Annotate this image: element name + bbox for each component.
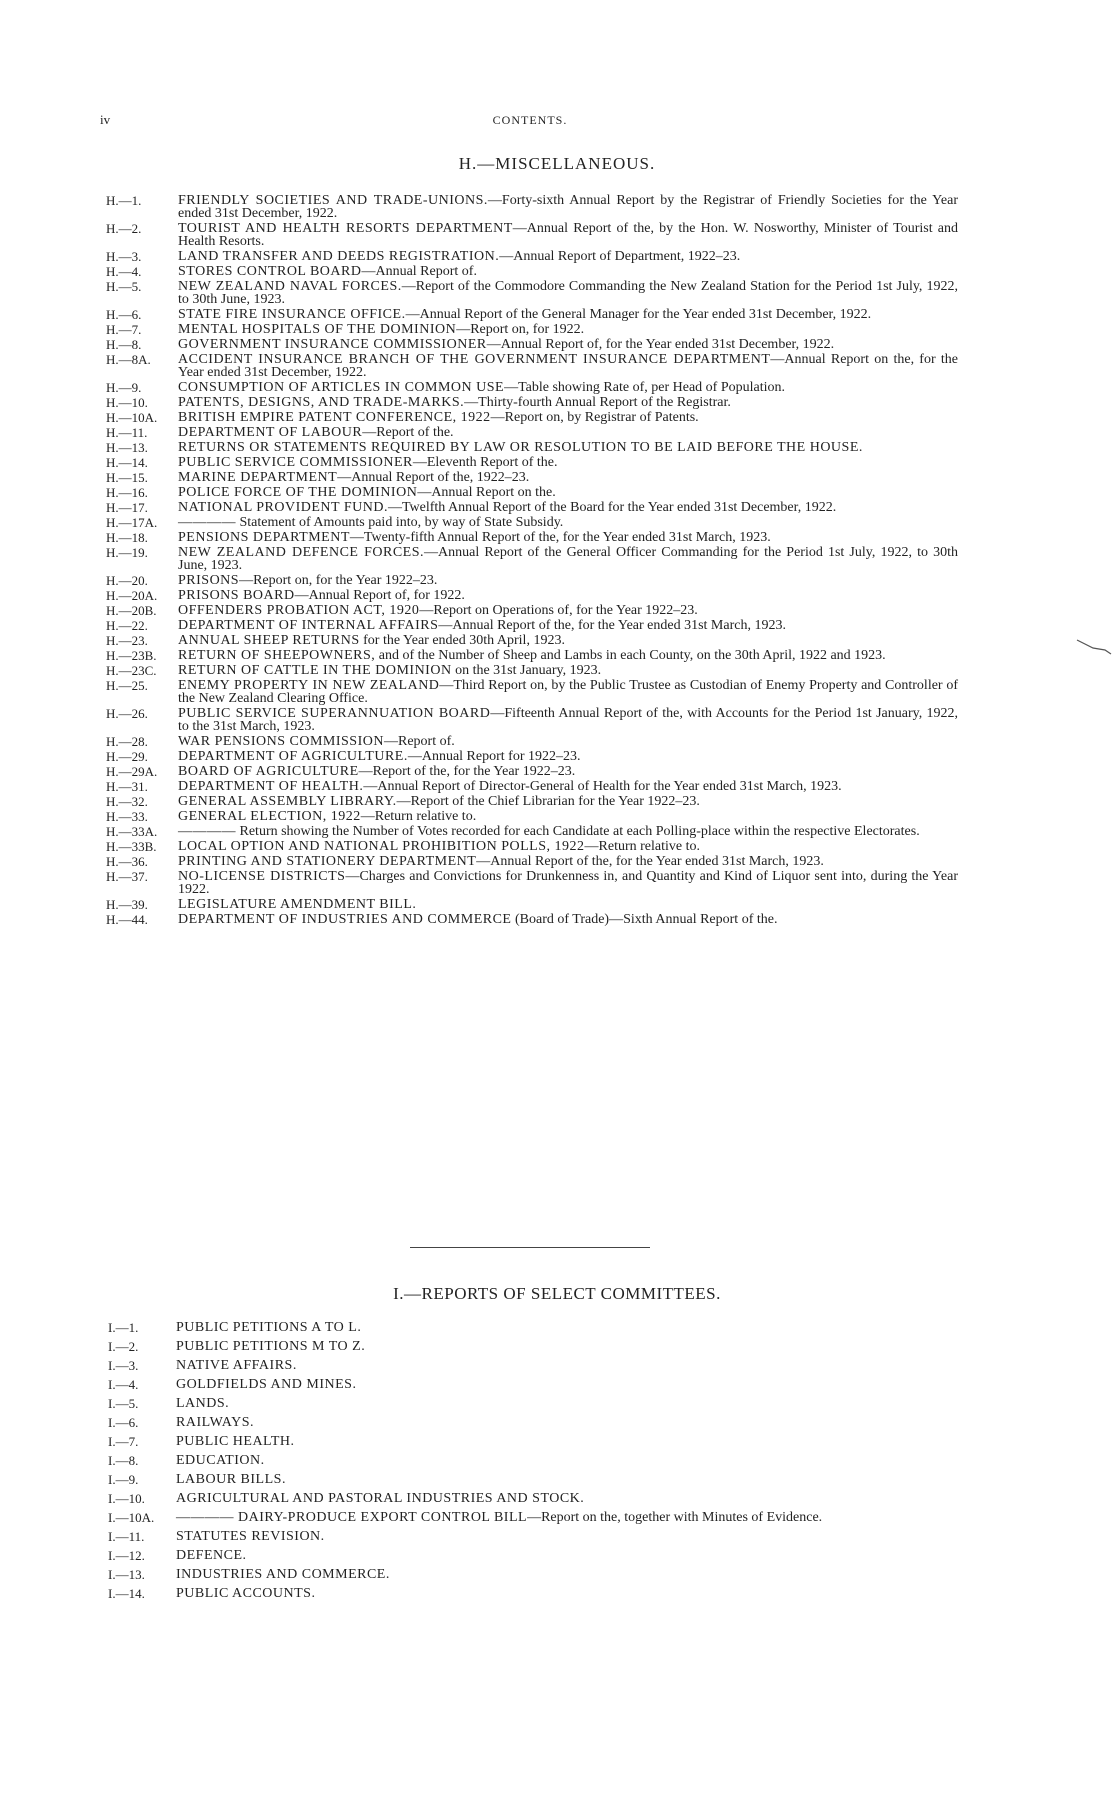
section_h-entry <box>106 765 958 778</box>
entry-title: LEGISLATURE AMENDMENT BILL. <box>178 897 417 912</box>
entry-title: INDUSTRIES AND COMMERCE. <box>176 1567 390 1582</box>
entry-description: —Annual Report of. <box>361 264 477 279</box>
entry-title: OFFENDERS PROBATION ACT, 1920 <box>178 603 420 618</box>
entry-description: —Report of the, for the Year 1922–23. <box>358 764 576 779</box>
entry-text <box>178 531 958 544</box>
entry-code: H.—11. <box>106 425 148 440</box>
entry-description: Statement of Amounts paid into, by way of State Subsidy. <box>236 515 564 530</box>
entry-text <box>178 441 958 454</box>
entry-text <box>176 1586 960 1601</box>
entry-code: H.—36. <box>106 854 148 869</box>
entry-code: H.—15. <box>106 470 148 485</box>
section_i-entry <box>108 1339 960 1354</box>
section_h-entry <box>106 441 958 454</box>
entry-title: NATIONAL PROVIDENT FUND. <box>178 500 388 515</box>
stray-mark <box>1075 636 1113 656</box>
section_i-entry <box>108 1548 960 1563</box>
section-divider <box>410 1247 650 1248</box>
entry-text <box>178 501 958 514</box>
section_h-entry <box>106 516 958 529</box>
entry-code: I.—3. <box>108 1358 139 1373</box>
section_i-entry <box>108 1358 960 1373</box>
section_h-entry <box>106 619 958 632</box>
entry-title: TOURIST AND HEALTH RESORTS DEPARTMENT <box>178 221 513 236</box>
entry-text <box>178 619 958 632</box>
entry-title: LOCAL OPTION AND NATIONAL PROHIBITION POLLS, 1922 <box>178 839 585 854</box>
section_h-entry <box>106 194 958 220</box>
entry-code: H.—6. <box>106 307 142 322</box>
entry-code: H.—33B. <box>106 839 157 854</box>
entry-code: H.—13. <box>106 440 148 455</box>
section_h-entry <box>106 795 958 808</box>
entry-code: H.—28. <box>106 734 148 749</box>
entry-text <box>178 250 958 263</box>
section_i-entry <box>108 1320 960 1335</box>
entry-description: on the 31st January, 1923. <box>451 663 602 678</box>
entry-text <box>178 898 958 911</box>
entry-title: ———— DAIRY-PRODUCE EXPORT CONTROL BILL <box>176 1510 528 1525</box>
entry-description: —Twenty-fifth Annual Report of the, for the Year ended 31st March, 1923. <box>349 530 771 545</box>
section_h-entry <box>106 649 958 662</box>
section_h-entry <box>106 604 958 617</box>
entry-description: for the Year ended 30th April, 1923. <box>359 633 565 648</box>
entry-text <box>176 1396 960 1411</box>
entry-code: H.—23B. <box>106 648 157 663</box>
section_h-entry <box>106 456 958 469</box>
entry-code: I.—13. <box>108 1567 145 1582</box>
entry-code: I.—7. <box>108 1434 139 1449</box>
entry-description: Return showing the Number of Votes recorded for each Candidate at each Polling-place within the respective Electorates. <box>236 824 920 839</box>
section_h-entry <box>106 898 958 911</box>
entry-title: BRITISH EMPIRE PATENT CONFERENCE, 1922 <box>178 410 491 425</box>
entry-text <box>178 486 958 499</box>
entry-title: GENERAL ELECTION, 1922 <box>178 809 361 824</box>
entry-code: H.—17. <box>106 500 148 515</box>
section_h-entry <box>106 222 958 248</box>
section_h-entry <box>106 664 958 677</box>
entry-title: PUBLIC HEALTH. <box>176 1434 295 1449</box>
entry-title: ANNUAL SHEEP RETURNS <box>178 633 360 648</box>
entry-code: H.—2. <box>106 221 142 236</box>
entry-title: ———— <box>178 824 236 839</box>
section_h-entry <box>106 471 958 484</box>
entry-text <box>176 1434 960 1449</box>
entry-title: PUBLIC SERVICE SUPERANNUATION BOARD <box>178 706 491 721</box>
entry-text <box>176 1510 960 1525</box>
entry-code: H.—5. <box>106 279 142 294</box>
entry-code: H.—44. <box>106 912 148 927</box>
entry-description: —Report on, by Registrar of Patents. <box>490 410 699 425</box>
section_h-entry <box>106 810 958 823</box>
entry-code: I.—10. <box>108 1491 145 1506</box>
entry-title: RETURNS OR STATEMENTS REQUIRED BY LAW OR RESOLUTION TO BE LAID BEFORE THE HOUSE. <box>178 440 863 455</box>
entry-code: H.—4. <box>106 264 142 279</box>
entry-title: GENERAL ASSEMBLY LIBRARY. <box>178 794 397 809</box>
section_i-entry <box>108 1434 960 1449</box>
entry-code: I.—11. <box>108 1529 145 1544</box>
section-i-title: I.—REPORTS OF SELECT COMMITTEES. <box>393 1284 721 1303</box>
section_h-entry <box>106 855 958 868</box>
entry-code: H.—10A. <box>106 410 158 425</box>
section_h-entry <box>106 531 958 544</box>
entry-text <box>178 750 958 763</box>
entry-description: —Return relative to. <box>584 839 700 854</box>
entry-description: —Annual Report of, for the Year ended 31st December, 1922. <box>486 337 835 352</box>
entry-text <box>178 735 958 748</box>
entry-title: DEPARTMENT OF HEALTH. <box>178 779 364 794</box>
entry-title: LANDS. <box>176 1396 230 1411</box>
entry-title: DEPARTMENT OF LABOUR <box>178 425 363 440</box>
entry-title: PUBLIC PETITIONS A TO L. <box>176 1320 362 1335</box>
entry-code: H.—20. <box>106 573 148 588</box>
entry-code: H.—9. <box>106 380 142 395</box>
entry-title: STORES CONTROL BOARD <box>178 264 362 279</box>
section_i-entry <box>108 1415 960 1430</box>
entry-text <box>176 1453 960 1468</box>
section_h-entry <box>106 589 958 602</box>
entry-text <box>176 1529 960 1544</box>
entry-title: NATIVE AFFAIRS. <box>176 1358 297 1373</box>
entry-text <box>178 323 958 336</box>
entry-title: STATE FIRE INSURANCE OFFICE. <box>178 307 406 322</box>
section_i-entry <box>108 1491 960 1506</box>
entry-description: —Report on the, together with Minutes of Evidence. <box>527 1510 823 1525</box>
entry-code: H.—39. <box>106 897 148 912</box>
entry-title: BOARD OF AGRICULTURE <box>178 764 359 779</box>
entry-text <box>178 338 958 351</box>
entry-title: PUBLIC PETITIONS M TO Z. <box>176 1339 366 1354</box>
entry-description: —Report of the. <box>362 425 454 440</box>
entry-title: ENEMY PROPERTY IN NEW ZEALAND <box>178 678 440 693</box>
section_h-entry <box>106 501 958 514</box>
entry-text <box>178 194 958 220</box>
entry-text <box>178 870 958 896</box>
entry-code: H.—10. <box>106 395 148 410</box>
entry-title: RAILWAYS. <box>176 1415 255 1430</box>
entry-text <box>178 795 958 808</box>
entry-code: H.—31. <box>106 779 148 794</box>
entry-text <box>178 664 958 677</box>
section_h-entry <box>106 679 958 705</box>
section-h-title: H.—MISCELLANEOUS. <box>458 154 656 173</box>
entry-text <box>178 516 958 529</box>
entry-title: NEW ZEALAND NAVAL FORCES. <box>178 279 402 294</box>
entry-description: —Annual Report of Director-General of Health for the Year ended 31st March, 1923. <box>363 779 842 794</box>
entry-text <box>178 411 958 424</box>
entry-code: H.—3. <box>106 249 142 264</box>
section_h-entry <box>106 574 958 587</box>
entry-description: —Charges and Convictions for Drunkenness in, and Quantity and Kind of Liquor sent into, during the Year 1922. <box>178 869 958 897</box>
entry-code: H.—1. <box>106 193 142 208</box>
entry-code: H.—25. <box>106 678 148 693</box>
entry-description: —Third Report on, by the Public Trustee as Custodian of Enemy Property and Controller of the New Zealand Clearing Office. <box>178 678 958 706</box>
entry-title: PUBLIC ACCOUNTS. <box>176 1586 316 1601</box>
entry-title: EDUCATION. <box>176 1453 265 1468</box>
entry-text <box>178 707 958 733</box>
entry-title: PRINTING AND STATIONERY DEPARTMENT <box>178 854 477 869</box>
entry-title: POLICE FORCE OF THE DOMINION <box>178 485 418 500</box>
entry-description: —Eleventh Report of the. <box>412 455 558 470</box>
entry-text <box>178 840 958 853</box>
entry-text <box>178 265 958 278</box>
entry-description: —Annual Report for 1922–23. <box>407 749 581 764</box>
entry-text <box>176 1377 960 1392</box>
entry-title: DEPARTMENT OF INDUSTRIES AND COMMERCE <box>178 912 512 927</box>
entry-title: PENSIONS DEPARTMENT <box>178 530 350 545</box>
section-i-list <box>108 1320 960 1605</box>
entry-code: H.—23. <box>106 633 148 648</box>
entry-code: H.—17A. <box>106 515 158 530</box>
entry-text <box>178 546 958 572</box>
section_i-entry <box>108 1377 960 1392</box>
entry-description: —Annual Report of the General Officer Commanding for the Period 1st July, 1922, to 30th June, 1923. <box>178 545 958 573</box>
entry-code: H.—8. <box>106 337 142 352</box>
section_h-entry <box>106 381 958 394</box>
entry-code: I.—1. <box>108 1320 139 1335</box>
section_h-entry <box>106 735 958 748</box>
entry-text <box>178 353 958 379</box>
entry-text <box>178 396 958 409</box>
entry-title: GOLDFIELDS AND MINES. <box>176 1377 357 1392</box>
entry-title: PRISONS <box>178 573 240 588</box>
section_h-entry <box>106 546 958 572</box>
section_h-entry <box>106 396 958 409</box>
section_h-entry <box>106 323 958 336</box>
entry-code: I.—6. <box>108 1415 139 1430</box>
entry-text <box>176 1415 960 1430</box>
section_h-entry <box>106 280 958 306</box>
entry-text <box>176 1339 960 1354</box>
entry-title: WAR PENSIONS COMMISSION <box>178 734 384 749</box>
section_h-entry <box>106 707 958 733</box>
section_h-entry <box>106 750 958 763</box>
entry-description: and of the Number of Sheep and Lambs in each County, on the 30th April, 1922 and 1923. <box>375 648 886 663</box>
entry-code: H.—18. <box>106 530 148 545</box>
entry-code: H.—29. <box>106 749 148 764</box>
entry-text <box>178 780 958 793</box>
entry-title: DEPARTMENT OF AGRICULTURE. <box>178 749 408 764</box>
section_h-entry <box>106 353 958 379</box>
entry-code: I.—14. <box>108 1586 145 1601</box>
entry-title: DEFENCE. <box>176 1548 247 1563</box>
entry-text <box>176 1320 960 1335</box>
entry-title: LABOUR BILLS. <box>176 1472 286 1487</box>
running-title: CONTENTS. <box>492 113 568 127</box>
entry-text <box>176 1472 960 1487</box>
section_h-entry <box>106 411 958 424</box>
entry-code: H.—16. <box>106 485 148 500</box>
entry-code: H.—32. <box>106 794 148 809</box>
entry-title: PRISONS BOARD <box>178 588 295 603</box>
entry-title: NEW ZEALAND DEFENCE FORCES. <box>178 545 424 560</box>
entry-text <box>178 825 958 838</box>
entry-description: —Annual Report of Department, 1922–23. <box>499 249 741 264</box>
entry-description: —Thirty-fourth Annual Report of the Registrar. <box>464 395 731 410</box>
entry-code: H.—23C. <box>106 663 157 678</box>
entry-title: ———— <box>178 515 236 530</box>
entry-description: —Table showing Rate of, per Head of Population. <box>504 380 785 395</box>
entry-text <box>178 604 958 617</box>
entry-title: PUBLIC SERVICE COMMISSIONER <box>178 455 413 470</box>
section_i-entry <box>108 1567 960 1582</box>
entry-code: H.—37. <box>106 869 148 884</box>
page-number: iv <box>100 112 111 127</box>
entry-description: —Annual Report on the, for the Year ended 31st December, 1922. <box>178 352 958 380</box>
entry-text <box>178 574 958 587</box>
entry-text <box>178 589 958 602</box>
section_h-entry <box>106 913 958 926</box>
entry-description: —Report on Operations of, for the Year 1922–23. <box>419 603 698 618</box>
section_h-entry <box>106 870 958 896</box>
entry-title: NO-LICENSE DISTRICTS <box>178 869 346 884</box>
entry-code: I.—10A. <box>108 1510 155 1525</box>
entry-title: MARINE DEPARTMENT <box>178 470 338 485</box>
entry-description: —Twelfth Annual Report of the Board for the Year ended 31st December, 1922. <box>387 500 837 515</box>
entry-code: H.—7. <box>106 322 142 337</box>
entry-code: I.—9. <box>108 1472 139 1487</box>
entry-text <box>176 1358 960 1373</box>
entry-text <box>178 222 958 248</box>
entry-code: I.—5. <box>108 1396 139 1411</box>
entry-title: GOVERNMENT INSURANCE COMMISSIONER <box>178 337 487 352</box>
entry-code: I.—12. <box>108 1548 145 1563</box>
entry-text <box>176 1567 960 1582</box>
entry-description: —Return relative to. <box>360 809 477 824</box>
section_h-entry <box>106 308 958 321</box>
entry-description: —Annual Report of, for 1922. <box>294 588 465 603</box>
entry-text <box>178 426 958 439</box>
entry-text <box>178 456 958 469</box>
section_i-entry <box>108 1453 960 1468</box>
section_h-entry <box>106 265 958 278</box>
entry-code: H.—19. <box>106 545 148 560</box>
entry-description: —Annual Report of the, 1922–23. <box>337 470 530 485</box>
entry-text <box>176 1491 960 1506</box>
entry-title: FRIENDLY SOCIETIES AND TRADE-UNIONS. <box>178 193 488 208</box>
entry-description: —Annual Report of the, by the Hon. W. Nosworthy, Minister of Tourist and Health Resorts. <box>178 221 958 249</box>
entry-code: H.—29A. <box>106 764 158 779</box>
section_i-entry <box>108 1510 960 1525</box>
section_h-entry <box>106 780 958 793</box>
section_h-entry <box>106 250 958 263</box>
section_h-entry <box>106 486 958 499</box>
entry-title: LAND TRANSFER AND DEEDS REGISTRATION. <box>178 249 500 264</box>
entry-text <box>178 810 958 823</box>
entry-description: —Fifteenth Annual Report of the, with Accounts for the Period 1st January, 1922, to the 31st March, 1923. <box>178 706 958 734</box>
section_i-entry <box>108 1529 960 1544</box>
section_h-entry <box>106 825 958 838</box>
entry-title: RETURN OF SHEEPOWNERS, <box>178 648 376 663</box>
entry-text <box>178 855 958 868</box>
entry-description: —Report of the Commodore Commanding the New Zealand Station for the Period 1st July, 1922, to 30th June, 1923. <box>178 279 959 307</box>
entry-description: (Board of Trade)—Sixth Annual Report of the. <box>511 912 778 927</box>
entry-title: AGRICULTURAL AND PASTORAL INDUSTRIES AND STOCK. <box>176 1491 585 1506</box>
entry-description: —Annual Report of the, for the Year ended 31st March, 1923. <box>438 618 786 633</box>
entry-description: —Report on, for the Year 1922–23. <box>239 573 438 588</box>
entry-description: —Report of. <box>383 734 455 749</box>
entry-code: I.—2. <box>108 1339 139 1354</box>
entry-code: I.—8. <box>108 1453 139 1468</box>
entry-description: —Forty-sixth Annual Report by the Registrar of Friendly Societies for the Year ended 31st December, 1922. <box>178 193 958 221</box>
entry-code: H.—33A. <box>106 824 158 839</box>
entry-code: H.—22. <box>106 618 148 633</box>
section_h-entry <box>106 840 958 853</box>
entry-title: MENTAL HOSPITALS OF THE DOMINION <box>178 322 457 337</box>
entry-code: H.—8A. <box>106 352 151 367</box>
section-h-list <box>106 194 958 928</box>
entry-code: I.—4. <box>108 1377 139 1392</box>
section_i-entry <box>108 1472 960 1487</box>
entry-text <box>178 280 958 306</box>
section_h-entry <box>106 338 958 351</box>
section_h-entry <box>106 426 958 439</box>
entry-text <box>178 471 958 484</box>
entry-text <box>178 381 958 394</box>
entry-description: —Report of the Chief Librarian for the Year 1922–23. <box>396 794 700 809</box>
entry-text <box>178 308 958 321</box>
entry-title: DEPARTMENT OF INTERNAL AFFAIRS <box>178 618 439 633</box>
entry-code: H.—26. <box>106 706 148 721</box>
entry-code: H.—20A. <box>106 588 158 603</box>
entry-description: —Annual Report on the. <box>417 485 556 500</box>
entry-title: CONSUMPTION OF ARTICLES IN COMMON USE <box>178 380 505 395</box>
section_h-entry <box>106 634 958 647</box>
entry-description: —Report on, for 1922. <box>456 322 585 337</box>
entry-text <box>178 649 958 662</box>
entry-text <box>178 679 958 705</box>
section_i-entry <box>108 1586 960 1601</box>
entry-title: PATENTS, DESIGNS, AND TRADE-MARKS. <box>178 395 465 410</box>
entry-text <box>178 913 958 926</box>
entry-description: —Annual Report of the, for the Year ended 31st March, 1923. <box>476 854 824 869</box>
entry-text <box>178 765 958 778</box>
entry-description: —Annual Report of the General Manager for the Year ended 31st December, 1922. <box>405 307 872 322</box>
entry-text <box>176 1548 960 1563</box>
section_i-entry <box>108 1396 960 1411</box>
entry-title: RETURN OF CATTLE IN THE DOMINION <box>178 663 452 678</box>
entry-title: ACCIDENT INSURANCE BRANCH OF THE GOVERNMENT INSURANCE DEPARTMENT <box>178 352 771 367</box>
entry-code: H.—14. <box>106 455 148 470</box>
entry-text <box>178 634 958 647</box>
entry-code: H.—20B. <box>106 603 157 618</box>
entry-code: H.—33. <box>106 809 148 824</box>
entry-title: STATUTES REVISION. <box>176 1529 325 1544</box>
